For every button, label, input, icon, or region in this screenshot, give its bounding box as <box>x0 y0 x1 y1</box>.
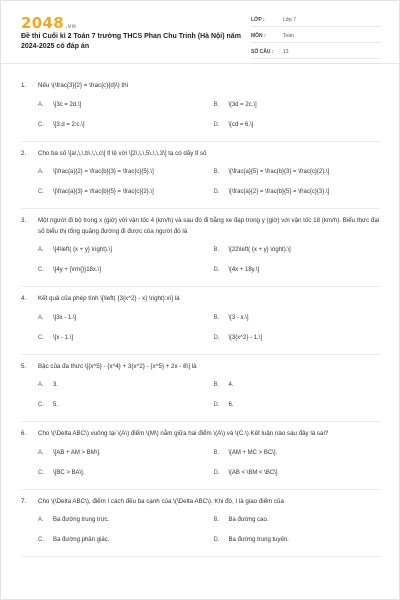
option-text: \[AM + MC > BC\]. <box>228 449 278 456</box>
question-text-row <box>21 497 381 508</box>
option-letter: A. <box>38 449 44 456</box>
option-text: \[4y + {\rm{}}18x.\] <box>53 267 101 273</box>
question-text: Cho ba số \[a\,\,\,b\,\,\,c\] tỉ lệ với \[2\,\,\,5\,\,\,3\] ta có dãy tỉ số <box>38 149 207 157</box>
answer-option[interactable] <box>38 466 206 480</box>
option-text: \[\frac{a}{2} = \frac{b}{3} = \frac{c}{5}.\] <box>53 169 154 175</box>
option-text: \[AB < \BM < \BC\] <box>228 469 278 476</box>
option-text: Ba đường phân giác. <box>53 537 110 543</box>
question-number: 1. <box>21 82 27 89</box>
answer-option[interactable] <box>38 98 206 112</box>
question-block <box>21 149 381 210</box>
answer-option[interactable] <box>214 398 382 412</box>
option-letter: C. <box>38 334 44 341</box>
option-text: \[AB + AM > BM\]. <box>53 449 101 456</box>
answer-option[interactable] <box>38 533 206 547</box>
option-text: \[BC > BA\]. <box>53 469 85 476</box>
meta-label: LỚP : <box>251 16 265 23</box>
option-letter: D. <box>213 267 220 273</box>
answer-options <box>21 98 381 138</box>
option-text: \[3{x^2} - 1.\] <box>228 334 263 341</box>
question-block <box>21 294 381 355</box>
answer-options <box>21 311 381 351</box>
meta-row-subject <box>251 29 381 43</box>
option-text: \[x - 1.\] <box>53 334 74 341</box>
question-list <box>21 81 381 564</box>
meta-row-count <box>251 45 381 59</box>
option-letter: A. <box>38 101 44 108</box>
option-text: Ba đường trung trực. <box>53 517 110 523</box>
question-text: Kết quả của phép tính \[\left( {3{x^2} - x} \right):x\] là <box>38 295 180 302</box>
option-letter: A. <box>38 517 44 523</box>
answer-option[interactable] <box>38 378 206 392</box>
answer-option[interactable] <box>214 513 382 527</box>
answer-option[interactable] <box>214 263 382 277</box>
option-letter: A. <box>38 382 44 388</box>
question-number: 7. <box>21 497 27 505</box>
answer-option[interactable] <box>38 446 206 460</box>
option-letter: D. <box>213 121 220 128</box>
option-text: 4. <box>228 382 234 388</box>
option-text: \[3 - x.\] <box>228 314 249 321</box>
option-letter: A. <box>38 169 44 175</box>
answer-option[interactable] <box>38 513 206 527</box>
answer-option[interactable] <box>214 118 382 132</box>
meta-label: SỐ CÂU : <box>251 48 274 55</box>
answer-option[interactable] <box>38 243 206 257</box>
option-text: \[3d = 2c.\] <box>228 101 257 108</box>
option-text: \[22\left( {x + y} \right).\] <box>228 247 291 253</box>
answer-option[interactable] <box>214 533 382 547</box>
option-letter: C. <box>38 267 44 273</box>
meta-value: Lớp 7 <box>283 16 297 23</box>
answer-option[interactable] <box>214 378 382 392</box>
option-letter: C. <box>38 469 44 476</box>
option-letter: C. <box>38 121 44 128</box>
option-letter: B. <box>213 449 220 456</box>
meta-row-class <box>251 13 381 27</box>
answer-option[interactable] <box>214 98 382 112</box>
question-block <box>21 81 381 142</box>
answer-option[interactable] <box>38 118 206 132</box>
option-text: 6. <box>228 402 234 408</box>
answer-option[interactable] <box>38 311 206 325</box>
page-header <box>1 1 399 64</box>
answer-options <box>21 446 381 486</box>
option-letter: B. <box>213 101 220 108</box>
question-text: Cho \(\Delta ABC\), điểm I cách đều ba cạnh của \(\Delta ABC\). Khi đó, I là giao điểm của <box>38 497 284 505</box>
answer-option[interactable] <box>214 185 382 199</box>
option-letter: B. <box>213 247 220 253</box>
option-text: \[3x - 1.\] <box>53 314 77 321</box>
option-text: \[\frac{a}{5} = \frac{b}{3} = \frac{c}{2}.\] <box>228 169 330 175</box>
answer-option[interactable] <box>214 466 382 480</box>
option-letter: A. <box>38 314 44 321</box>
question-number: 2. <box>21 149 27 157</box>
option-text: \[\frac{a}{2} = \frac{b}{5} = \frac{c}{3}.\] <box>228 189 330 195</box>
site-logo[interactable] <box>21 14 76 32</box>
question-text-row <box>21 362 381 373</box>
answer-option[interactable] <box>214 331 382 345</box>
option-letter: D. <box>213 334 220 341</box>
question-text: Một người đi bộ trong x (giờ) với vận tốc 4 (km/h) và sau đó đi bằng xe đạp trong y (giờ) với vận tốc 18 (km/h). Biểu thức đại số biểu thị tổng quãng đường đi được của người đó là <box>38 217 380 235</box>
option-text: Ba đường cao. <box>228 517 269 523</box>
answer-option[interactable] <box>214 243 382 257</box>
option-text: \[3c = 2d.\] <box>53 101 82 108</box>
option-letter: D. <box>213 537 220 543</box>
option-text: 5. <box>53 402 59 408</box>
question-number: 3. <box>21 217 27 224</box>
answer-options <box>21 243 381 283</box>
question-text-row <box>21 294 381 305</box>
option-letter: B. <box>213 382 220 388</box>
meta-value: Toán <box>283 32 294 39</box>
option-text: 3. <box>53 382 59 388</box>
answer-options <box>21 165 381 205</box>
option-letter: C. <box>38 537 44 543</box>
question-text: Nếu \(\frac{3}{2} = \frac{c}{d}\) thì <box>38 82 129 89</box>
option-letter: D. <box>213 469 220 476</box>
option-letter: D. <box>213 402 220 408</box>
logo-tld: .vn <box>64 23 77 30</box>
answer-option[interactable] <box>38 398 206 412</box>
answer-option[interactable] <box>38 185 206 199</box>
meta-label: MÔN : <box>251 32 266 39</box>
question-text-row <box>21 149 381 160</box>
option-text: \[4x + 18y.\] <box>228 267 260 273</box>
option-letter: C. <box>38 189 44 195</box>
answer-option[interactable] <box>214 446 382 460</box>
question-block <box>21 497 381 558</box>
answer-options <box>21 378 381 418</box>
option-text: Ba đường trung tuyến. <box>228 537 289 543</box>
question-text-row <box>21 81 381 92</box>
answer-options <box>21 513 381 553</box>
question-block <box>21 429 381 490</box>
exam-meta <box>251 13 381 61</box>
question-number: 6. <box>21 430 27 437</box>
question-block <box>21 362 381 423</box>
question-text-row <box>21 429 381 440</box>
question-number: 4. <box>21 295 27 302</box>
answer-option[interactable] <box>214 165 382 179</box>
question-block <box>21 216 381 287</box>
logo-text: 2048 <box>21 14 64 32</box>
answer-option[interactable] <box>38 263 206 277</box>
meta-value: 13 <box>283 48 289 55</box>
option-letter: D. <box>213 189 220 195</box>
option-letter: B. <box>213 517 220 523</box>
option-text: \[4\left( {x + y} \right).\] <box>53 247 112 253</box>
option-text: \[cd = 6.\] <box>228 121 254 128</box>
question-text: Cho \(\Delta ABC\) vuông tại \(A\) điểm \(M\) nằm giữa hai điểm \(A\) và \(C.\) Kết luận nào sau đây là sai? <box>38 430 329 437</box>
exam-title: Đề thi Cuối kì 2 Toán 7 trường THCS Phan Chu Trinh (Hà Nội) năm 2024-2025 có đáp án <box>21 33 241 50</box>
option-letter: B. <box>213 314 220 321</box>
answer-option[interactable] <box>38 331 206 345</box>
option-letter: B. <box>213 169 220 175</box>
option-text: \[3:d = 2:c.\] <box>53 121 85 128</box>
question-text-row <box>21 216 381 237</box>
option-letter: A. <box>38 247 44 253</box>
option-text: \[\frac{a}{3} = \frac{b}{5} = \frac{c}{2}.\] <box>53 189 154 195</box>
question-number: 5. <box>21 362 27 370</box>
question-text: Bậc của đa thức \[{x^5} - {x^4} + 3{x^2} - {x^5} + 2x - 8\] là <box>38 362 197 370</box>
option-letter: C. <box>38 402 44 408</box>
answer-option[interactable] <box>38 165 206 179</box>
answer-option[interactable] <box>214 311 382 325</box>
